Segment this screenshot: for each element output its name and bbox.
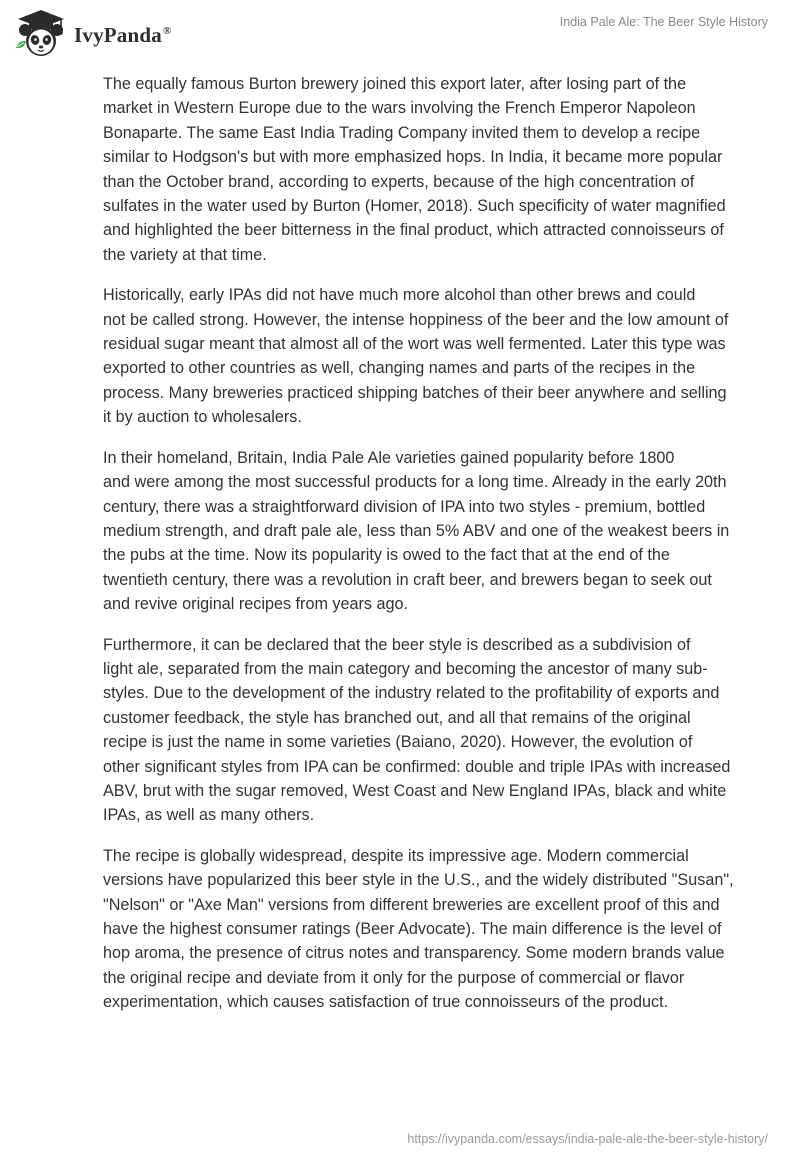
text-line: the original recipe and deviate from it only for the purpose of commercial or flavor (103, 968, 685, 987)
text-line: other significant styles from IPA can be confirmed: double and triple IPAs with increased (103, 757, 731, 776)
text-line: hop aroma, the presence of citrus notes and transparency. Some modern brands value (103, 944, 725, 963)
text-line: not be called strong. However, the intense hoppiness of the beer and the low amount of (103, 310, 729, 329)
text-line: and revive original recipes from years ago. (103, 595, 409, 614)
text-line: "Nelson" or "Axe Man" versions from different breweries are excellent proof of this and (103, 895, 720, 914)
text-line: process. Many breweries practiced shipping batches of their beer anywhere and selling (103, 383, 727, 402)
text-line: the variety at that time. (103, 245, 267, 264)
text-line: ABV, brut with the sugar removed, West Coast and New England IPAs, black and white (103, 781, 727, 800)
text-line: it by auction to wholesalers. (103, 408, 302, 427)
text-line: than the October brand, according to experts, because of the high concentration of (103, 172, 695, 191)
text-line: and highlighted the beer bitterness in the final product, which attracted connoisseurs of (103, 221, 724, 240)
text-line: residual sugar meant that almost all of the wort was well fermented. Later this type was (103, 335, 726, 354)
text-line: and were among the most successful products for a long time. Already in the early 20th (103, 473, 727, 492)
text-line: the pubs at the time. Now its popularity is owed to the fact that at the end of the (103, 546, 670, 565)
panda-graduate-icon (14, 8, 68, 60)
text-line: The equally famous Burton brewery joined this export later, after losing part of the (103, 75, 687, 93)
text-line: In their homeland, Britain, India Pale Ale varieties gained popularity before 1800 (103, 448, 675, 467)
paragraph (74, 72, 728, 267)
source-url-link[interactable]: https://ivypanda.com/essays/india-pale-ale-the-beer-style-history/ (407, 1132, 768, 1146)
brand-name-text: IvyPanda (74, 22, 162, 47)
text-line: have the highest consumer ratings (Beer Advocate). The main difference is the level of (103, 920, 722, 938)
brand-name (74, 23, 171, 48)
text-line: IPAs, as well as many others. (103, 806, 315, 825)
text-line: exported to other countries as well, changing names and parts of the recipes in the (103, 359, 696, 378)
page-header (0, 0, 800, 70)
text-line: sulfates in the water used by Burton (Homer, 2018). Such specificity of water magnified (103, 197, 726, 216)
text-line: century, there was a straightforward division of IPA into two styles - premium, bottled (103, 497, 706, 516)
text-line: similar to Hodgson's but with more emphasized hops. In India, it became more popular (103, 148, 723, 167)
text-line: Bonaparte. The same East India Trading Company invited them to develop a recipe (103, 123, 701, 142)
text-line: recipe is just the name in some varieties (Baiano, 2020). However, the evolution of (103, 733, 693, 752)
text-line: customer feedback, the style has branched out, and all that remains of the original (103, 708, 691, 727)
ivypanda-logo[interactable] (14, 8, 171, 60)
paragraph (74, 446, 728, 617)
text-line: light ale, separated from the main category and becoming the ancestor of many sub- (103, 659, 708, 678)
paragraph (74, 633, 731, 828)
essay-body (74, 72, 734, 1031)
document-title: India Pale Ale: The Beer Style History (559, 15, 768, 29)
text-line: Furthermore, it can be declared that the beer style is described as a subdivision of (103, 635, 691, 654)
text-line: styles. Due to the development of the industry related to the profitability of exports and (103, 684, 720, 703)
text-line: experimentation, which causes satisfaction of true connoisseurs of the product. (103, 993, 669, 1012)
text-line: The recipe is globally widespread, despite its impressive age. Modern commercial (103, 846, 689, 865)
text-line: market in Western Europe due to the wars involving the French Emperor Napoleon (103, 99, 696, 118)
registered-mark: ® (162, 24, 172, 37)
text-line: medium strength, and draft pale ale, less than 5% ABV and one of the weakest beers in (103, 521, 730, 540)
text-line: Historically, early IPAs did not have much more alcohol than other brews and could (103, 286, 696, 305)
paragraph (74, 283, 728, 429)
text-line: versions have popularized this beer style in the U.S., and the widely distributed "Susan", (103, 871, 734, 890)
text-line: twentieth century, there was a revolution in craft beer, and brewers began to seek out (103, 570, 712, 589)
paragraph (74, 844, 734, 1015)
